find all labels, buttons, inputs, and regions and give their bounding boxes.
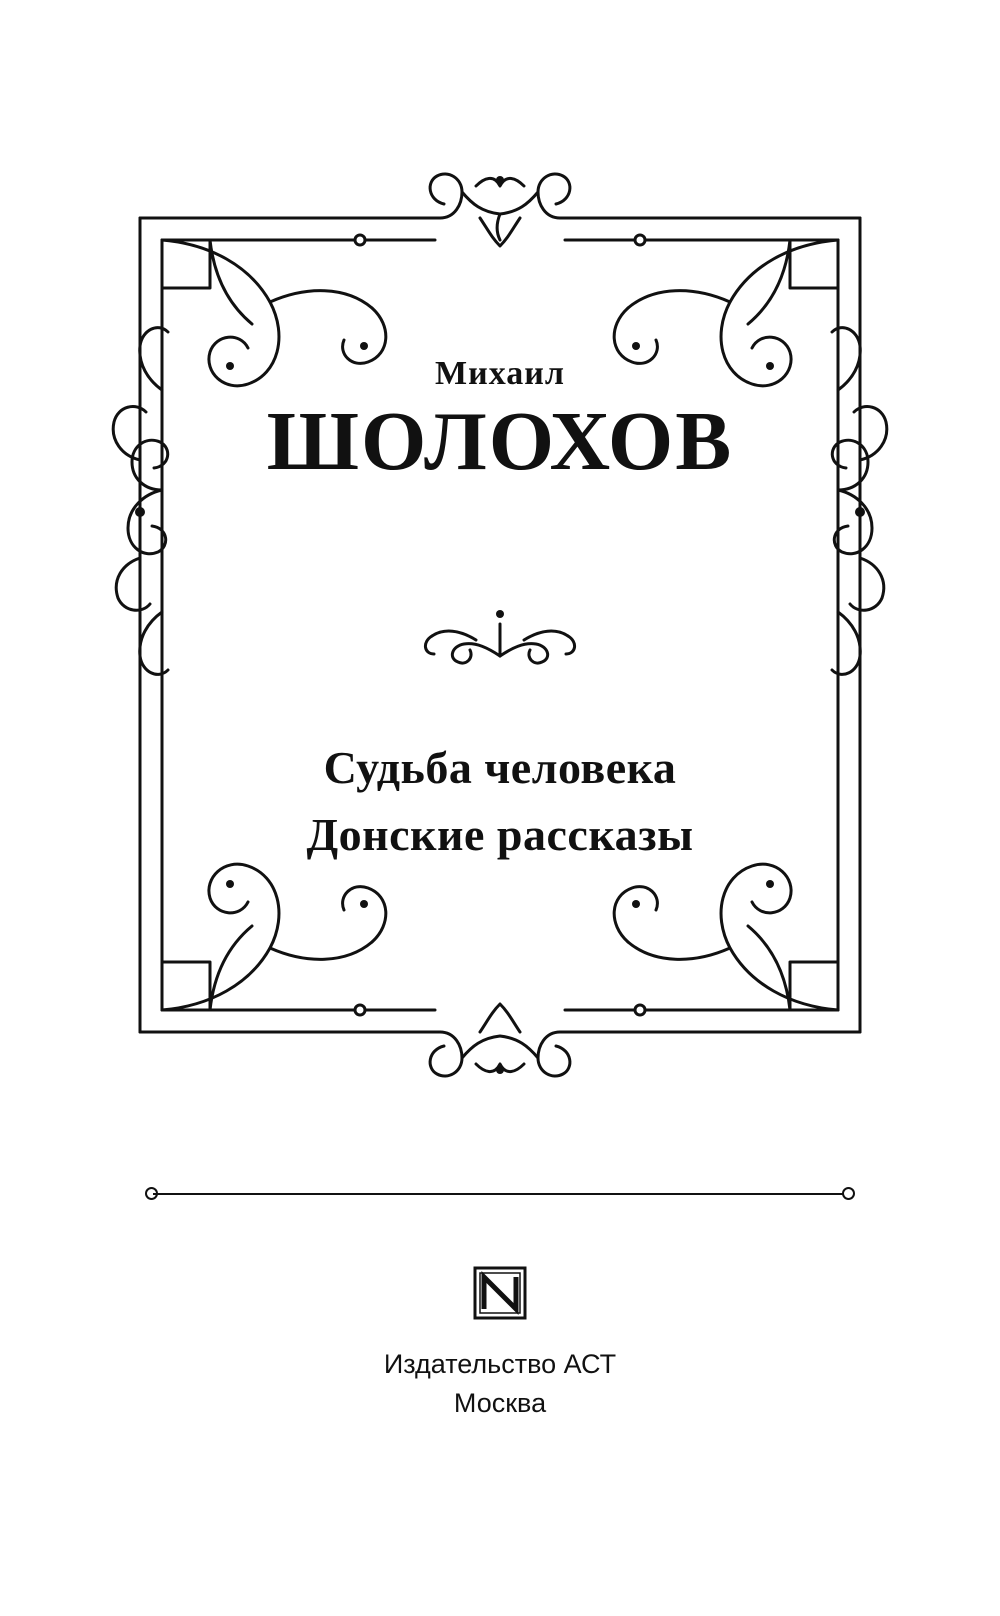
work-title-line-1: Судьба человека: [323, 742, 677, 793]
publisher-name: Издательство АСТ: [383, 1349, 617, 1379]
flourish-divider-ornament: [0, 600, 1000, 670]
work-title-line-2: Донские рассказы: [306, 808, 694, 860]
work-titles: [0, 735, 1000, 868]
author-first-name: Михаил: [435, 355, 565, 392]
publisher-block: [0, 1262, 1000, 1423]
author-block: [0, 355, 1000, 489]
rule-line: [153, 1193, 847, 1195]
author-last-name: ШОЛОХОВ: [266, 395, 734, 489]
rule-dot-right: [842, 1187, 855, 1200]
horizontal-rule-with-end-dots: [145, 1187, 855, 1201]
publisher-city: Москва: [453, 1388, 547, 1419]
ast-publisher-logo-icon: [469, 1262, 531, 1329]
